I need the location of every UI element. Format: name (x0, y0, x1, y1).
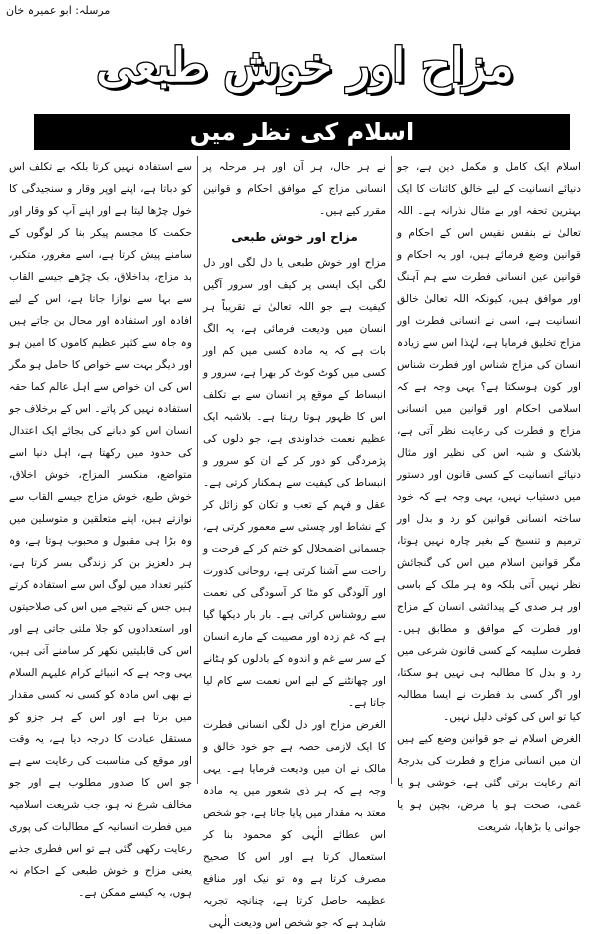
paragraph: مزاح اور خوش طبعی یا دل لگی اور دل لگی ایک ایسی پر کیف اور سرور آگیں کیفیت ہے جو اللہ تعالیٰ نے تقریباً ہر انسان میں ودیعت فرمائی ہے، یہ الگ بات ہے کہ یہ مادہ کسی میں کم اور کسی میں کوٹ کوٹ کر بھرا ہے، سرور و انبساط کے موقع پر انسان سے بے تکلف اس کا ظہور ہوتا رہتا ہے۔ بلاشبہ ایک عظیم نعمت خداوندی ہے، جو دلوں کی پژمردگی کو دور کر کے ان کو سرور و انبساط کی کیفیت سے ہمکنار کرتی ہے۔ عقل و فہم کے تعب و تکان کو زائل کر کے نشاط اور چستی سے معمور کرتی ہے، جسمانی اضمحلال کو ختم کر کے فرحت و راحت سے آشنا کرتی ہے، روحانی کدورت اور آلودگی کو مٹا کر آسودگی کی نعمت سے روشناس کراتی ہے۔ بار بار دیکھا گیا ہے کہ غم زدہ اور مصیبت کے مارے انسان کے سر سے غم و اندوہ کے بادلوں کو ہٹانے اور چھانٹنے کے لیے اس نعمت سے کام لیا جاتا ہے۔ (203, 257, 386, 709)
paragraph: اسلام ایک کامل و مکمل دین ہے، جو دنیائے انسانیت کے لیے خالق کائنات کا ایک بہترین تحفہ اور بے مثال نذرانہ ہے۔ اللہ تعالیٰ نے بنفس نفیس اس کے احکام و قوانین وضع فرمائے ہیں، اور یہ احکام و قوانین عین انسانی فطرت سے ہم آہنگ اور موافق ہیں، کیونکہ اللہ تعالیٰ خالق انسانیت ہے، اسی نے انسانی فطرت اور مزاج تخلیق فرمایا ہے، لہٰذا اس سے زیادہ انسان کی مزاج شناس اور فطرت شناس اور کون ہوسکتا ہے؟ یہی وجہ ہے کہ اسلامی احکام اور قوانین میں انسانی مزاج و فطرت کی رعایت نظر آتی ہے، بلاشک و شبہ اس کی نظیر اور مثال دنیائے انسانیت کے کسی قانون اور دستور میں دستیاب نہیں، یہی وجہ ہے کہ خود ساختہ انسانی قوانین کو رد و بدل اور ترمیم و تنسیخ کے بغیر چارہ نہیں ہوتا، مگر قوانین اسلام میں اس کی گنجائش نظر نہیں آتی بلکہ وہ ہر ملک کے باسی اور ہر صدی کے پیدائشی انسان کے مزاج اور فطرت کے موافق و مطابق ہیں۔ فطرت سلیمہ کے کسی قانون شرعی میں رد و بدل کا مطالبہ ہی نہیں ہو سکتا، اور اگر کسی بد فطرت نے ایسا مطالبہ کیا تو اس کی کوئی دلیل نہیں۔ (397, 161, 581, 723)
subtitle-banner (34, 114, 570, 150)
paragraph: سے استفادہ نہیں کرتا بلکہ بے تکلف اس کو دباتا ہے، اپنے اوپر وقار و سنجیدگی کا خول چڑھا لیتا ہے اور اپنے آپ کو وقار اور حکمت کا مجسم پیکر بنا کر لوگوں کے سامنے پیش کرتا ہے، اسے مغرور، متکبر، بد مزاج، بداخلاق، بک چڑھے جیسے القاب سے بہا سے نوازا جاتا ہے، اس کے لیے افادہ اور استفادہ اور محال بن جاتے ہیں وہ جاہ سے کثیر عظیم کاموں کا امین ہو اور دیگر بہت سے خواص کا حامل ہو مگر اس کی ان خواص سے اہل عالم کما حقہ استفادہ نہیں کر پاتے۔ اس کے برخلاف جو انسان اس کو دبانے کی بجائے ایک اعتدال کی حدود میں رکھتا ہے، اہل دنیا اسے متواضع، منکسر المزاج، خوش اخلاق، خوش طبع، خوش مزاج جیسے القاب سے نوازتے ہیں، اپنے متعلقین و متوسلین میں وہ بڑا ہی مقبول و محبوب ہوتا ہے، وہ ہر دلعزیز بن کر زندگی بسر کرتا ہے، کثیر تعداد میں لوگ اس سے استفادہ کرتے ہیں جس کے نتیجے میں اس کی صلاحیتوں اور استعدادوں کو جلا ملتی جاتی ہے اور اس کی قابلیتیں نکھر کر سامنے آتی ہیں، یہی وجہ ہے کہ انبیائے کرام علیہم السلام نے بھی اس مادہ کو کسی نہ کسی مقدار میں برتا ہے اور اس کے ہر جزو کو مستقل عبادت کا درجہ دیا ہے، یہ وقت اور موقع کی مناسبت کی رعایت سے ہے جو اس کا صدور مطلوب ہے اور جو مخالف شرع نہ ہو، جب شریعت اسلامیہ میں فطرت انسانیہ کے مطالبات کی پوری رعایت رکھی گئی ہے تو اس فطری جذبے یعنی مزاح و خوش طبعی کے احکام نہ ہوں، یہ کیسے ممکن ہے۔ (9, 161, 192, 899)
paragraph: الغرض اسلام نے جو قوانین وضع کیے ہیں ان میں انسانی مزاج و فطرت کی بدرجۂ اتم رعایت برتی گئی ہے، خوشی ہو یا غمی، صحت ہو یا مرض، بچپن ہو یا جوانی یا بڑھاپا، شریعت (397, 733, 581, 833)
article-columns (4, 156, 586, 929)
main-title-text: مزاح اور خوش طبعی (96, 38, 514, 92)
main-title (70, 26, 540, 104)
byline: مرسلہ: ابو عمیرہ خان (6, 4, 111, 17)
column-middle (198, 156, 392, 929)
paragraph: نے ہر حال، ہر آن اور ہر مرحلہ پر انسانی مزاج کے موافق احکام و قوانین مقرر کیے ہیں۔ (203, 161, 386, 217)
section-heading: مزاح اور خوش طبعی (231, 230, 358, 244)
column-left (4, 156, 198, 899)
paragraph: الغرض مزاح اور دل لگی انسانی فطرت کا ایک لازمی حصہ ہے جو خود خالق و مالک نے ان میں ودیعت فرمایا ہے۔ یہی وجہ ہے کہ ہر ذی شعور میں یہ مادہ معتد بہ مقدار میں پایا جاتا ہے، جو شخص اس عطائے الٰہی کو محمود بنا کر استعمال کرتا ہے اور اس کا صحیح مصرف کرتا ہے وہ تو نیک اور منافع عظیمہ حاصل کرتا ہے، چنانچہ تجربہ شاہد ہے کہ جو شخص اس ودیعت الٰہی (203, 719, 386, 929)
column-right (392, 156, 586, 833)
subtitle-text: اسلام کی نظر میں (189, 118, 415, 146)
